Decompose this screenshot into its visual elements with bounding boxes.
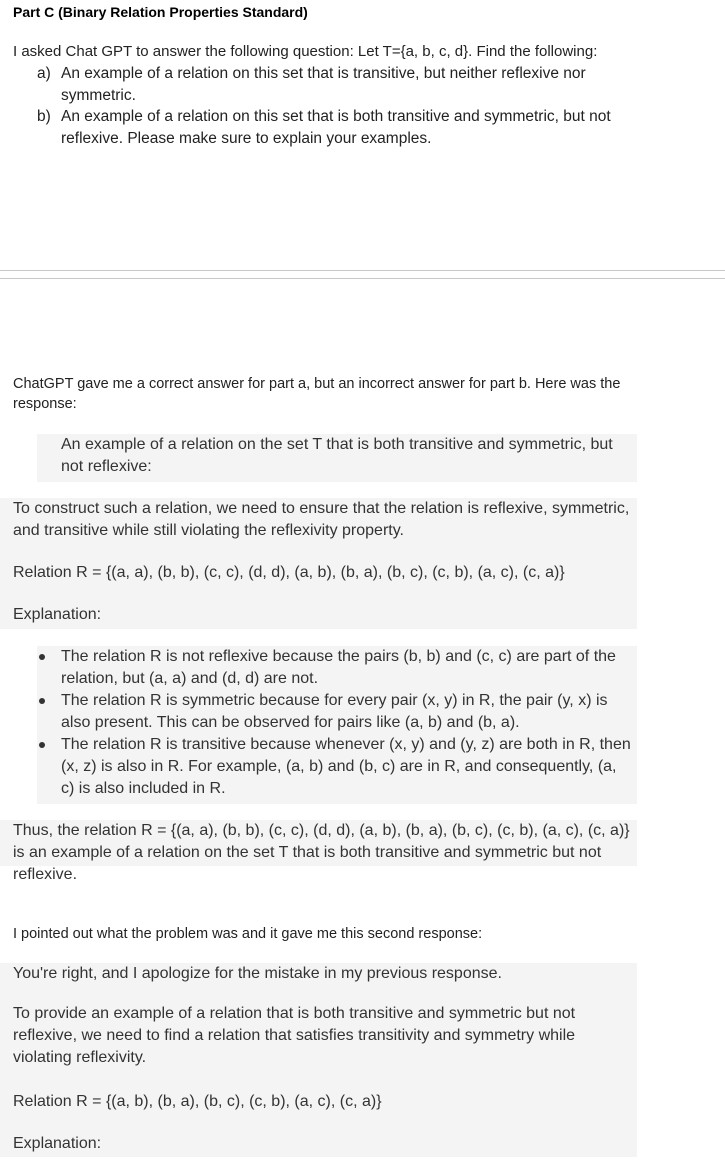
- list-item: The relation R is symmetric because for every pair (x, y) in R, the pair (y, x) is also present. This can be observed for pairs like (a, b) and (b, a).: [61, 692, 608, 731]
- response1-conclusion-block: [0, 820, 637, 883]
- list-item: The relation R is transitive because whenever (x, y) and (y, z) are both in R, then (x, z) is also in R. For example, (a, b) and (b, c) are in R, and consequently, (a, c) is also included in R.: [61, 736, 631, 797]
- response2-provide: To provide an example of a relation that is both transitive and symmetric but not reflexive, we need to find a relation that satisfies transitivity and symmetry while violating reflexivity.: [13, 1005, 576, 1066]
- response1-body-block: [0, 498, 637, 629]
- response1-quote-block: [37, 434, 637, 482]
- response1-explanation-label: Explanation:: [13, 606, 102, 623]
- pointed-out-text: I pointed out what the problem was and it gave me this second response:: [13, 926, 483, 942]
- question-label: b): [37, 108, 51, 125]
- chatgpt-intro-text: ChatGPT gave me a correct answer for part a, but an incorrect answer for part b. Here was the response:: [13, 376, 621, 412]
- response1-construct: To construct such a relation, we need to ensure that the relation is reflexive, symmetric, and transitive while still violating the reflexivity property.: [13, 500, 630, 539]
- question-item-a: [13, 63, 713, 107]
- intro-text: I asked Chat GPT to answer the following question: Let T={a, b, c, d}. Find the following:: [13, 43, 598, 60]
- response2-apology: You're right, and I apologize for the mistake in my previous response.: [13, 965, 502, 982]
- question-item-b: [13, 106, 713, 150]
- question-label: a): [37, 65, 51, 82]
- response2-explanation-label: Explanation:: [13, 1135, 102, 1152]
- response1-quote: An example of a relation on the set T that is both transitive and symmetric, but not reflexive:: [61, 436, 613, 475]
- list-item: The relation R is not reflexive because the pairs (b, b) and (c, c) are part of the relation, but (a, a) and (d, d) are not.: [61, 648, 616, 687]
- response2-relation: Relation R = {(a, b), (b, a), (b, c), (c, b), (a, c), (c, a)}: [13, 1093, 382, 1110]
- bullet-dot: [39, 698, 45, 704]
- divider: [0, 278, 725, 279]
- question-text: An example of a relation on this set that is transitive, but neither reflexive nor symmetric.: [61, 65, 586, 104]
- bullet-dot: [39, 654, 45, 660]
- response1-bullet-list: [37, 646, 637, 804]
- question-text: An example of a relation on this set that is both transitive and symmetric, but not reflexive. Please make sure to explain your examples.: [61, 108, 611, 147]
- bullet-dot: [39, 742, 45, 748]
- response1-relation: Relation R = {(a, a), (b, b), (c, c), (d, d), (a, b), (b, a), (b, c), (c, b), (a, c), (c, a)}: [13, 564, 565, 581]
- divider: [0, 270, 725, 271]
- response2-block: [0, 963, 637, 1157]
- section-title: Part C (Binary Relation Properties Standard): [13, 4, 308, 20]
- response1-conclusion: Thus, the relation R = {(a, a), (b, b), (c, c), (d, d), (a, b), (b, a), (b, c), (c, b), (a, c), (c, a)} is an example of a relation on the set T that is both transitive and symmetric but not reflexive.: [13, 822, 630, 883]
